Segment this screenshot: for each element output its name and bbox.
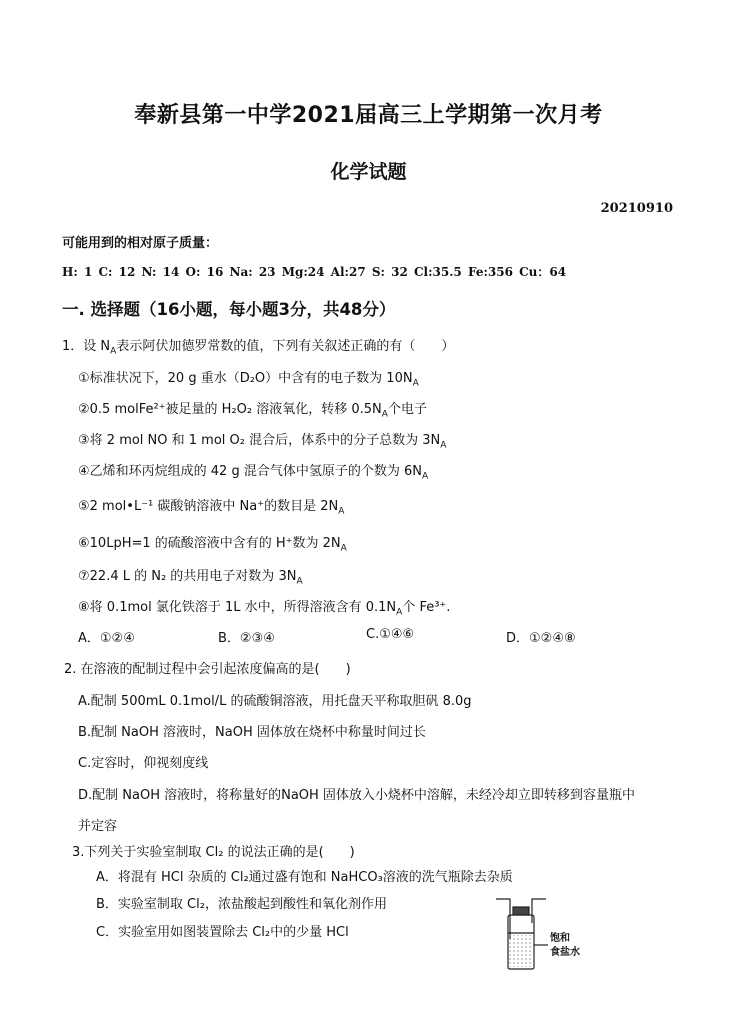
q3-option-c: C．实验室用如图装置除去 Cl₂中的少量 HCl — [96, 925, 349, 940]
atomic-mass-label: 可能用到的相对原子质量： — [62, 236, 219, 251]
q3-option-a: A．将混有 HCl 杂质的 Cl₂通过盛有饱和 NaHCO₃溶液的洗气瓶除去杂质 — [96, 870, 513, 885]
q2-option-b: B.配制 NaOH 溶液时，NaOH 固体放在烧杯中称量时间过长 — [78, 725, 426, 740]
q2-option-c: C.定容时，仰视刻度线 — [78, 756, 209, 771]
exam-date: 20210910 — [600, 201, 673, 216]
q2-option-d-cont: 并定容 — [78, 819, 118, 834]
atomic-mass-values: H: 1 C: 12 N: 14 O: 16 Na: 23 Mg:24 Al:27 S: 32 Cl:35.5 Fe:356 Cu：64 — [62, 265, 567, 279]
q1-stem: 1．设 $N_A$表示阿伏加德罗常数的值，下列有关叙述正确的有（ ） — [62, 339, 455, 357]
q3-option-b: B．实验室制取 Cl₂，浓盐酸起到酸性和氧化剂作用 — [96, 897, 387, 912]
q1-item-1: ①标准状况下，20 g 重水（D₂O）中含有的电子数为 $10N_A$ — [78, 371, 419, 389]
q2-option-a: A.配制 500mL 0.1mol/L 的硫酸铜溶液，用托盘天平称取胆矾 8.0g — [78, 694, 472, 709]
exam-title: 奉新县第一中学2021届高三上学期第一次月考 — [134, 103, 603, 128]
q3-stem: 3.下列关于实验室制取 Cl₂ 的说法正确的是( ) — [72, 845, 355, 860]
q1-item-6: ⑥10LpH=1 的硫酸溶液中含有的 H⁺数为 $2N_A$ — [78, 536, 347, 554]
q2-option-d: D.配制 NaOH 溶液时，将称量好的NaOH 固体放入小烧杯中溶解，未经冷却立即转移到容量瓶中 — [78, 788, 635, 803]
q1-item-5: ⑤2 mol•L⁻¹ 碳酸钠溶液中 Na⁺的数目是 $2N_A$ — [78, 499, 345, 517]
q1-choice-b: B．②③④ — [218, 631, 275, 646]
figure-label-line2: 食盐水 — [550, 947, 580, 958]
q1-item-3: ③将 2 mol NO 和 1 mol O₂ 混合后，体系中的分子总数为 $3N_A$ — [78, 433, 447, 451]
washing-bottle-figure — [488, 893, 598, 973]
q1-choice-d: D．①②④⑧ — [506, 631, 576, 646]
q1-choice-c: C.①④⑥ — [366, 627, 415, 642]
figure-label-line1: 饱和 — [550, 933, 570, 944]
q1-item-7: ⑦22.4 L 的 N₂ 的共用电子对数为 $3N_A$ — [78, 569, 303, 587]
section-title: 一. 选择题（16小题，每小题3分，共48分） — [62, 300, 396, 319]
q1-item-8: ⑧将 0.1mol 氯化铁溶于 1L 水中，所得溶液含有 $0.1N_A$个 Fe³⁺. — [78, 600, 451, 618]
q1-item-2: ②0.5 molFe²⁺被足量的 H₂O₂ 溶液氧化，转移 $0.5N_A$个电子 — [78, 402, 427, 420]
q1-item-4: ④乙烯和环丙烷组成的 42 g 混合气体中氢原子的个数为 $6N_A$ — [78, 464, 429, 482]
q1-choice-a: A．①②④ — [78, 631, 135, 646]
q2-stem: 2. 在溶液的配制过程中会引起浓度偏高的是( ) — [64, 662, 351, 677]
exam-subtitle: 化学试题 — [330, 161, 407, 183]
washing-bottle-icon — [496, 899, 548, 969]
